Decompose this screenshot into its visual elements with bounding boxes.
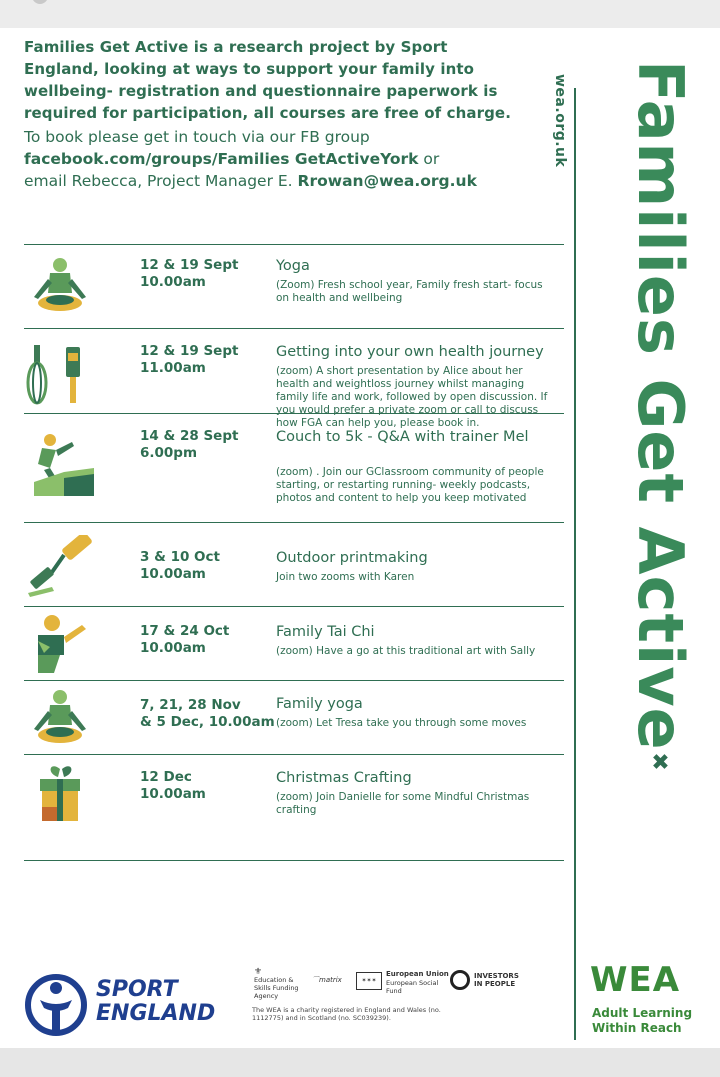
vertical-divider: [574, 88, 576, 1040]
sport-england-logo: [24, 974, 234, 1038]
wea-tagline: Adult Learning Within Reach: [592, 1006, 693, 1035]
session-row: [24, 328, 564, 429]
session-title: Family Tai Chi: [276, 624, 375, 640]
sport-england-line2: ENGLAND: [96, 1001, 216, 1026]
esfa-logo: [254, 968, 304, 1000]
sport-england-line1: SPORT: [96, 977, 178, 1002]
contact-email-prefix: email Rebecca, Project Manager E.: [24, 172, 298, 190]
top-strip: [0, 0, 720, 28]
session-row: [24, 413, 564, 522]
kitchen-tools-icon: [24, 343, 96, 407]
crest-icon: ⚜: [254, 967, 263, 977]
matrix-text: matrix: [319, 976, 342, 984]
eu-subtitle: European Social Fund: [386, 979, 439, 995]
session-description: Join two zooms with Karen: [276, 571, 415, 583]
session-title: Couch to 5k - Q&A with trainer Mel: [276, 429, 529, 445]
session-date: 17 & 24 Oct 10.00am: [140, 623, 230, 656]
session-title: Christmas Crafting: [276, 770, 412, 786]
paint-roller-icon: [24, 535, 96, 599]
yoga-icon: [24, 253, 96, 317]
session-row: [24, 244, 564, 328]
session-description: (Zoom) Fresh school year, Family fresh start- focus on health and wellbeing: [276, 279, 543, 304]
iip-ring-icon: [450, 970, 470, 990]
intro-paragraph: Families Get Active is a research project by Sport England, looking at ways to support your family into wellbeing- registration and questionnaire paperwork is required for participation, all courses are free of charge.: [24, 38, 511, 122]
session-description: (zoom) . Join our GClassroom community of people starting, or restarting running- weekly podcasts, photos and content to help you keep motivated: [276, 466, 544, 504]
session-date: 12 & 19 Sept 10.00am: [140, 257, 239, 290]
session-description: (zoom) Join Danielle for some Mindful Christmas crafting: [276, 791, 530, 816]
poster-title: [600, 60, 700, 860]
gift-icon: [24, 763, 96, 827]
top-dot: [32, 0, 48, 4]
contact-email-line: [24, 170, 544, 192]
sport-england-emblem-icon: [24, 974, 88, 1036]
session-date: 12 & 19 Sept 11.00am: [140, 343, 239, 376]
esfa-text: Education & Skills Funding Agency: [254, 976, 299, 1000]
session-date: 3 & 10 Oct 10.00am: [140, 549, 220, 582]
session-row: [24, 754, 564, 860]
runner-icon: [24, 432, 96, 496]
yoga-icon: [24, 685, 96, 749]
session-title: Outdoor printmaking: [276, 550, 428, 566]
session-title: Yoga: [276, 258, 310, 274]
title-x-mark: ✖: [648, 750, 673, 777]
facebook-link[interactable]: facebook.com/groups/Families GetActiveYork: [24, 150, 419, 168]
session-description: (zoom) Let Tresa take you through some moves: [276, 717, 527, 729]
session-row: [24, 606, 564, 680]
session-row: [24, 680, 564, 754]
session-date: 14 & 28 Sept 6.00pm: [140, 428, 239, 461]
contact-facebook-line: [24, 148, 544, 170]
eu-title: European Union: [386, 970, 449, 978]
email-link[interactable]: Rrowan@wea.org.uk: [297, 172, 477, 190]
side-url[interactable]: wea.org.uk: [552, 74, 568, 168]
contact-line: To book please get in touch via our FB group: [24, 128, 370, 146]
matrix-swoosh-icon: ⌒: [312, 976, 319, 984]
session-description: (zoom) A short presentation by Alice about her health and weightloss journey whilst managing family life and work, followed by open discussion. If you would prefer a private zoom or call to discuss how FGA can help you, please book in.: [276, 365, 548, 429]
contact-block: [24, 126, 544, 192]
wea-wordmark: WEA: [590, 960, 681, 1000]
session-date: 12 Dec 10.00am: [140, 769, 206, 802]
eu-flag-icon: ✶✶✶: [356, 972, 382, 990]
session-title: Family yoga: [276, 696, 363, 712]
session-description: (zoom) Have a go at this traditional art with Sally: [276, 645, 536, 657]
tai-chi-icon: [24, 611, 96, 675]
partner-logos: [254, 968, 534, 1002]
sessions-end-divider: [24, 860, 564, 861]
session-date: 7, 21, 28 Nov & 5 Dec, 10.00am: [140, 697, 275, 730]
charity-notice: The WEA is a charity registered in England and Wales (no. 1112775) and in Scotland (no. SC039239).: [252, 1006, 441, 1022]
wea-logo: [590, 960, 700, 1040]
session-row: [24, 522, 564, 606]
iip-text: INVESTORS IN PEOPLE: [474, 972, 519, 988]
contact-or: or: [418, 150, 440, 168]
bottom-strip: [0, 1048, 720, 1077]
matrix-logo: [312, 976, 356, 984]
poster-title-text: Families Get Active: [624, 60, 697, 751]
session-title: Getting into your own health journey: [276, 344, 544, 360]
sport-england-wordmark: [96, 978, 215, 1026]
